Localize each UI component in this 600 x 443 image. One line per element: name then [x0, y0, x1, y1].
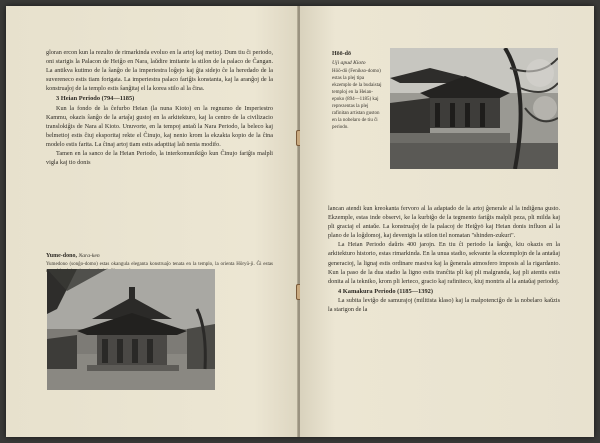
right-paragraph-1: lancan atendi kun kreokanta fervoro al la adaptado de la artoj ĝenerale al la indiĝena gusto. Ekzemple, estas inde observi, ke la kurbiĝo de la tegmento fariĝis malpli peza, pli milda kaj pli graciaj el antaŭe. La konstruaĵoj de la palacoj de Heiĝyō kaj Heian donis influon al la plano de la loĝdomoj, kaj devenigis la stilon tiel nomatan "shinden-zukuri". — [328, 205, 560, 240]
caption-sub-yumedono: Nara-ken — [78, 253, 100, 259]
left-page-body — [46, 48, 273, 167]
left-paragraph-1: gloran ercon kun la rezulto de rimarkinda evoluo en la artoj kaj metioj. Dum tiu ĉi periodo, oni starigis la Palacon de Heiĝo en Nara, laŭdire imitante la stilon de la palaco de Ĉangan. La antikva kutimo de la ŝanĝo de la imperiestra loĝejo kaj ĝia sidejo ĉe la heredado de la suvereneco estis tiam forigata. La imperiestra palaco fariĝis konstanta, kaj la aranĝoj de la konstruaĵoj de la templo estis ŝanĝitaj el la korea stilo al la ĉina. — [46, 49, 273, 93]
right-paragraph-2: La Heian Periodo daŭris 400 jarojn. En tiu ĉi periodo la ŝanĝo, kiu okazis en la arkitekturo historio, estas rimarkinda. En la unua stadio, sekvante la ekzemplojn de la antaŭaj generacioj, la lignaj estis ordinare masiva kaj la ĝenerala atmosfero imposis al la rigardanto. Kun la paso de la dua stadio la ligno estis tranĉita pli kaj pli malgranda, kaj pli atentis estis donita al la tekniko, krom pli lerteco, gracio kaj rafiniteco, kiuj montris al la antaŭaj periodoj. — [328, 241, 560, 285]
yumedono-temple-image — [47, 269, 215, 390]
right-paragraph-3: La subita leviĝo de samurajoj (militista klaso) kaj la malpotenciĝo de la nobelaro kaŭzis la starigon de la — [328, 296, 560, 314]
caption-body-yumedono: Yumedono (sonĝo-domo) estas okangula eleganta konstruaĵo tenata en la templo, la orienta Hōryū-ji. Ĝi estas — [46, 262, 273, 268]
hoodo-photo — [390, 48, 558, 169]
heading-kamakura-period: 4 Kamakura Periodo (1185—1392) — [338, 287, 433, 295]
caption-title-hoodo: Hōō-dō — [332, 51, 352, 57]
heading-heian-period: 3 Heian Periodo (794—1185) — [56, 95, 135, 103]
yumedono-photo — [47, 269, 215, 390]
book-spread — [6, 6, 594, 437]
left-page — [6, 6, 298, 437]
caption-sub-hoodo: Uji apud Kioto — [332, 60, 366, 67]
left-paragraph-2: Kun la fondo de la ĉefurbo Heian (la nuna Kioto) en la regnumo de Imperiestro Kammu, okazis ŝanĝo de la artaĵaj gustoj en la arkitekturo, kaj la centro de la civilizacio translokiĝis de Nara al Kioto. Unuvorte, en la tempoj antaŭ la Nara Periodo, la beleco kaj belmetioj estis ĉiuj eksporitaj rekte el Ĉinujo, kaj nenio krom la ekzakta kopio de la ĉina modelo estis farita. La ĉinaj artoj tiam estis adaptitaj laŭ nenia modifo. — [46, 104, 273, 148]
caption-title-yumedono: Yume-dono, — [46, 253, 77, 259]
right-page-body — [328, 204, 560, 314]
hoodo-caption — [332, 50, 384, 131]
left-paragraph-3: Tamen en la sanco de la Heian Periodo, la interkomunikiĝo kun Ĉinujo fariĝis malpli vigla kaj tio donis — [46, 150, 273, 167]
caption-body-hoodo: Hōō-dō (Fenikso-domo) estas la plej tipa ekzemplo de la budaistaj temploj en la Heian-epoko (894—1185) kaj reprezentas la plej rafinitan artistan guston en la nobelaro de tiu ĉi periodo. — [332, 69, 382, 131]
hoodo-temple-image — [390, 48, 558, 169]
right-page — [300, 6, 594, 437]
